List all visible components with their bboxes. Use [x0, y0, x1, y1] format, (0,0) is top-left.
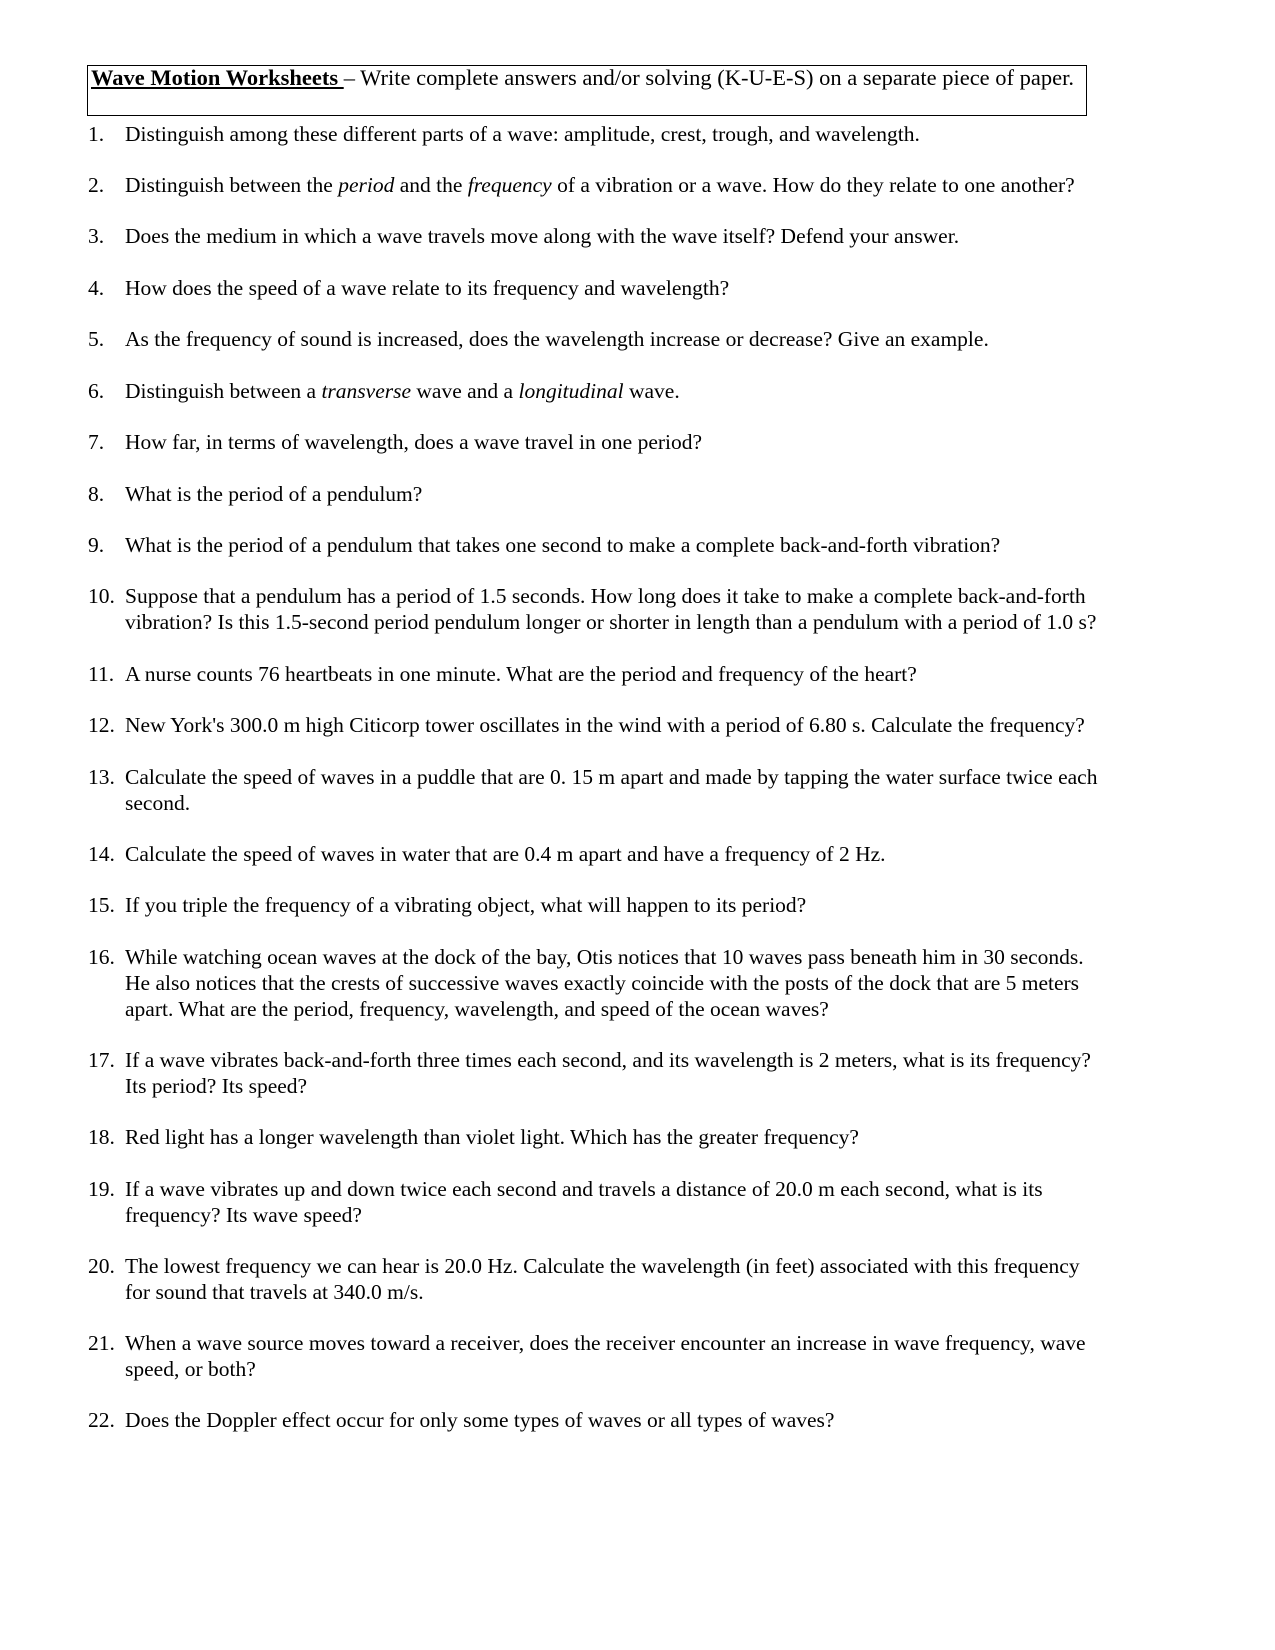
question-number: 13.	[88, 765, 115, 789]
question-text-line: The lowest frequency we can hear is 20.0 Hz. Calculate the wavelength (in feet) associated with this frequency	[125, 1254, 1080, 1278]
worksheet-header	[87, 65, 1087, 116]
question-text-line: Red light has a longer wavelength than violet light. Which has the greater frequency?	[125, 1125, 859, 1149]
question-text-line: Does the Doppler effect occur for only some types of waves or all types of waves?	[125, 1408, 835, 1432]
question-text-line: vibration? Is this 1.5-second period pendulum longer or shorter in length than a pendulum with a period of 1.0 s?	[125, 610, 1097, 634]
question-number: 10.	[88, 584, 115, 608]
question-text	[125, 1330, 1125, 1382]
question-number: 9.	[88, 533, 105, 557]
question-text-line: Does the medium in which a wave travels move along with the wave itself? Defend your answer.	[125, 224, 960, 248]
question-number: 18.	[88, 1125, 115, 1149]
question-text-segment: and the	[394, 173, 468, 197]
question-text	[125, 841, 1125, 867]
question-text-line: While watching ocean waves at the dock of the bay, Otis notices that 10 waves pass beneath him in 30 seconds.	[125, 945, 1084, 969]
italic-term: longitudinal	[518, 379, 624, 403]
question-text-line: When a wave source moves toward a receiver, does the receiver encounter an increase in wave frequency, wave	[125, 1331, 1086, 1355]
question-number: 8.	[88, 482, 105, 506]
question-number: 7.	[88, 430, 105, 454]
question-number: 3.	[88, 224, 105, 248]
question-text-line: How far, in terms of wavelength, does a wave travel in one period?	[125, 430, 703, 454]
question-text-line: What is the period of a pendulum that takes one second to make a complete back-and-forth vibration?	[125, 533, 1001, 557]
question-text-line: If you triple the frequency of a vibrating object, what will happen to its period?	[125, 893, 807, 917]
italic-term: period	[338, 173, 395, 197]
question-text	[125, 712, 1125, 738]
question-text	[125, 1176, 1125, 1228]
question-text	[125, 121, 1125, 147]
question-text-segment: Distinguish between the	[125, 173, 339, 197]
question-text	[125, 892, 1125, 918]
question-text-line: Calculate the speed of waves in water that are 0.4 m apart and have a frequency of 2 Hz.	[125, 842, 886, 866]
question-text	[125, 429, 1125, 455]
question-number: 12.	[88, 713, 115, 737]
question-number: 11.	[88, 662, 115, 686]
question-text-line: apart. What are the period, frequency, wavelength, and speed of the ocean waves?	[125, 997, 829, 1021]
question-text-line: second.	[125, 791, 191, 815]
question-text-line: Distinguish among these different parts of a wave: amplitude, crest, trough, and wavelength.	[125, 122, 920, 146]
question-text-line: What is the period of a pendulum?	[125, 482, 423, 506]
question-text-line: for sound that travels at 340.0 m/s.	[125, 1280, 424, 1304]
question-number: 17.	[88, 1048, 115, 1072]
question-number: 1.	[88, 122, 105, 146]
question-number: 5.	[88, 327, 105, 351]
question-number: 22.	[88, 1408, 115, 1432]
worksheet-instructions: – Write complete answers and/or solving (K-U-E-S) on a separate piece of paper.	[343, 65, 1075, 90]
question-text-segment: Distinguish between a	[125, 379, 322, 403]
question-number: 21.	[88, 1331, 115, 1355]
question-text-line: Its period? Its speed?	[125, 1074, 308, 1098]
question-text-segment: wave and a	[411, 379, 519, 403]
question-text-line: speed, or both?	[125, 1357, 256, 1381]
question-number: 20.	[88, 1254, 115, 1278]
question-text-line: He also notices that the crests of successive waves exactly coincide with the posts of the dock that are 5 meters	[125, 971, 1080, 995]
question-text	[125, 378, 1125, 404]
question-text-line: Suppose that a pendulum has a period of 1.5 seconds. How long does it take to make a complete back-and-forth	[125, 584, 1086, 608]
question-text	[125, 1047, 1125, 1099]
question-text	[125, 532, 1125, 558]
question-number: 6.	[88, 379, 105, 403]
question-text	[125, 223, 1125, 249]
question-text	[125, 1124, 1125, 1150]
italic-term: frequency	[467, 173, 552, 197]
question-text-line: A nurse counts 76 heartbeats in one minute. What are the period and frequency of the heart?	[125, 662, 917, 686]
question-text-line: Calculate the speed of waves in a puddle that are 0. 15 m apart and made by tapping the water surface twice each	[125, 765, 1098, 789]
question-text	[125, 944, 1125, 1022]
question-text	[125, 661, 1125, 687]
question-text	[125, 172, 1125, 198]
question-number: 16.	[88, 945, 115, 969]
question-text	[125, 1407, 1125, 1433]
question-text	[125, 481, 1125, 507]
question-number: 2.	[88, 173, 105, 197]
question-text-segment: wave.	[623, 379, 680, 403]
question-number: 15.	[88, 893, 115, 917]
question-text-line: New York's 300.0 m high Citicorp tower oscillates in the wind with a period of 6.80 s. Calculate the frequency?	[125, 713, 1085, 737]
worksheet-title: Wave Motion Worksheets	[91, 65, 344, 90]
question-text-line: As the frequency of sound is increased, does the wavelength increase or decrease? Give an example.	[125, 327, 989, 351]
question-text-segment: of a vibration or a wave. How do they relate to one another?	[551, 173, 1075, 197]
question-text	[125, 764, 1125, 816]
question-number: 4.	[88, 276, 105, 300]
question-text	[125, 1253, 1125, 1305]
question-number: 19.	[88, 1177, 115, 1201]
question-text-line: If a wave vibrates up and down twice each second and travels a distance of 20.0 m each second, what is its	[125, 1177, 1043, 1201]
question-text	[125, 583, 1125, 635]
question-number: 14.	[88, 842, 115, 866]
question-text	[125, 326, 1125, 352]
question-text-line: How does the speed of a wave relate to its frequency and wavelength?	[125, 276, 730, 300]
question-text-line: If a wave vibrates back-and-forth three times each second, and its wavelength is 2 meters, what is its frequency?	[125, 1048, 1091, 1072]
italic-term: transverse	[321, 379, 412, 403]
question-text	[125, 275, 1125, 301]
question-text-line: frequency? Its wave speed?	[125, 1203, 362, 1227]
